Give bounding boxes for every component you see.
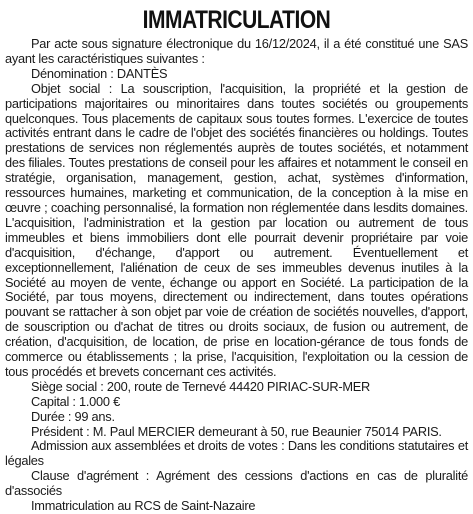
admission-paragraph: Admission aux assemblées et droits de votes : Dans les conditions statutaires et légales [5, 438, 468, 469]
notice-body [5, 37, 468, 514]
siege-social-line: Siège social : 200, route de Ternevé 44420 PIRIAC-SUR-MER [31, 378, 371, 394]
capital-line: Capital : 1.000 € [31, 393, 120, 409]
clause-agrement-paragraph: Clause d'agrément : Agrément des cessions d'actions en cas de pluralité d'associés [5, 468, 468, 499]
denomination-line: Dénomination : DANTÈS [31, 65, 168, 81]
immatriculation-line: Immatriculation au RCS de Saint-Nazaire [31, 498, 256, 514]
legal-notice [5, 5, 468, 514]
duree-line: Durée : 99 ans. [31, 408, 115, 424]
intro-paragraph: Par acte sous signature électronique du 16/12/2024, il a été constitué une SAS ayant les caractéristiques suivantes : [5, 36, 468, 66]
notice-title: IMMATRICULATION [142, 6, 331, 34]
president-line: Président : M. Paul MERCIER demeurant à 50, rue Beaunier 75014 PARIS. [31, 423, 442, 439]
objet-social-paragraph: Objet social : La souscription, l'acquisition, la propriété et la gestion de participations majoritaires ou minoritaires dans toutes sociétés ou groupements quelconques. Tous placements de capitaux sous toutes formes. L'exercice de toutes activités entrant dans le cadre de l'objet des sociétés financières ou holdings. Toutes prestations de services non réglementés auprès de toutes sociétés, et notamment des filiales. Toutes prestations de conseil pour les affaires et notamment le conseil en stratégie, organisation, management, gestion, achat, systèmes d'information, ressources humaines, marketing et communication, de la conception à la mise en œuvre ; coaching personnalisé, la formation non réglementée dans lesdits domaines. L'acquisition, l'administration et la gestion par location ou autrement de tous immeubles et biens immobiliers dont elle pourrait devenir propriétaire par voie d'acquisition, d'échange, d'apport ou autrement. Éventuellement et exceptionnellement, l'aliénation de ceux de ses immeubles devenus inutiles à la Société au moyen de vente, échange ou apport en Société. La participation de la Société, par tous moyens, directement ou indirectement, dans toutes opérations pouvant se rattacher à son objet par voie de création de sociétés nouvelles, d'apport, de souscription ou d'achat de titres ou droits sociaux, de fusion ou autrement, de création, d'acquisition, de location, de prise en location-gérance de tous fonds de commerce ou établissements ; la prise, l'acquisition, l'exploitation ou la cession de tous procédés et brevets concernant ces activités. [5, 80, 468, 379]
